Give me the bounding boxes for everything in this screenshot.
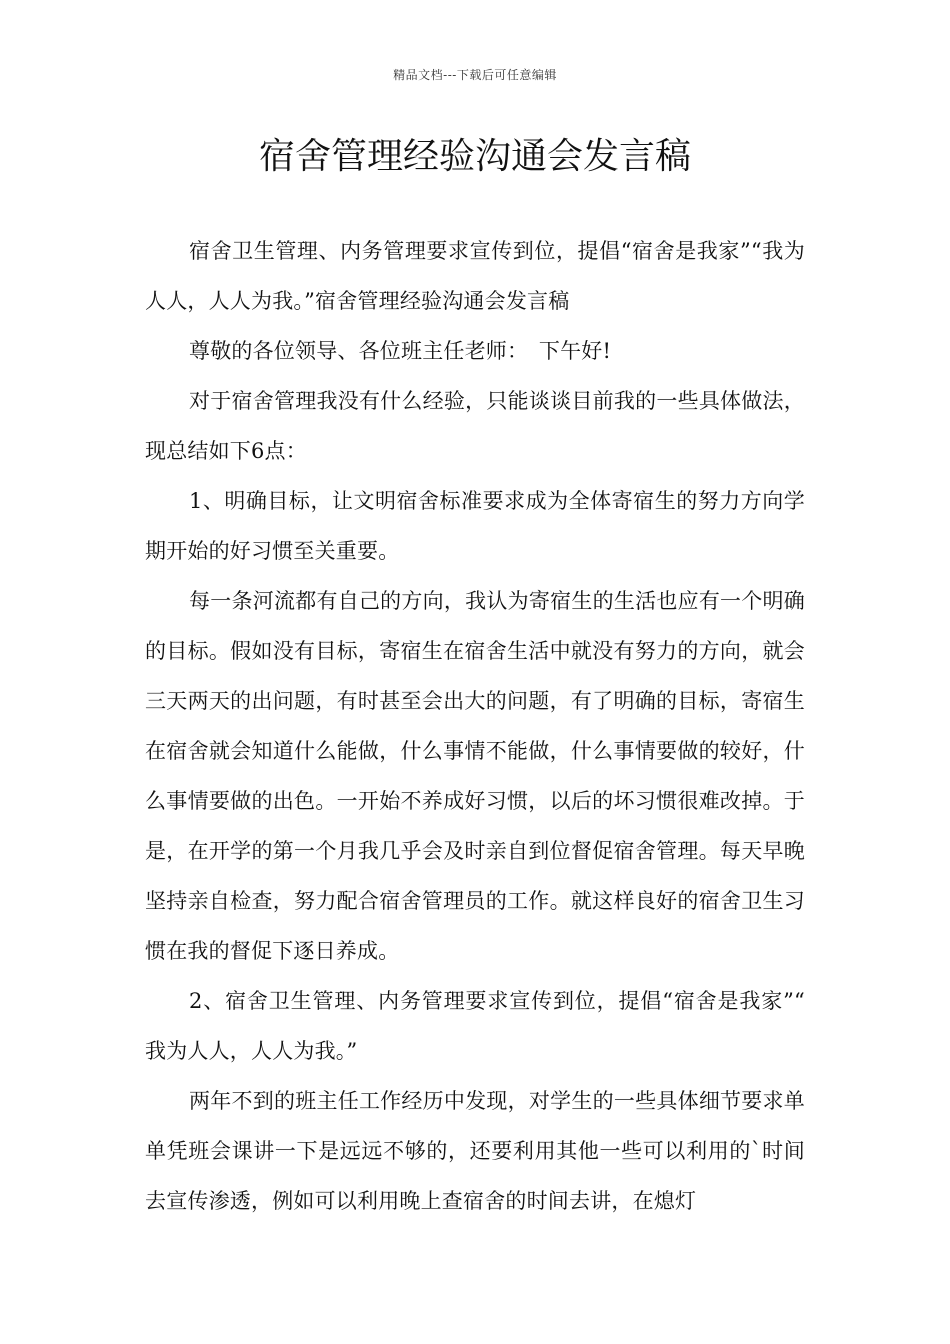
paragraph: 宿舍卫生管理、内务管理要求宣传到位，提倡“宿舍是我家”“我为人人，人人为我。”宿舍管理经验沟通会发言稿 [145,239,805,313]
paragraph: 两年不到的班主任工作经历中发现，对学生的一些具体细节要求单单凭班会课讲一下是远远不够的，还要利用其他一些可以利用的`时间去宣传渗透，例如可以利用晚上查宿舍的时间去讲，在熄灯 [145,1089,805,1213]
paragraph: 每一条河流都有自己的方向，我认为寄宿生的生活也应有一个明确的目标。假如没有目标，寄宿生在宿舍生活中就没有努力的方向，就会三天两天的出问题，有时甚至会出大的问题，有了明确的目标，寄宿生在宿舍就会知道什么能做，什么事情不能做，什么事情要做的较好，什么事情要做的出色。一开始不养成好习惯，以后的坏习惯很难改掉。于是，在开学的第一个月我几乎会及时亲自到位督促宿舍管理。每天早晚坚持亲自检查，努力配合宿舍管理员的工作。就这样良好的宿舍卫生习惯在我的督促下逐日养成。 [145,589,805,963]
paragraph: 尊敬的各位领导、各位班主任老师： 下午好! [189,339,612,363]
document-body [145,226,805,1226]
header-note: 精品文档---下载后可任意编辑 [393,68,557,82]
paragraph: 对于宿舍管理我没有什么经验，只能谈谈目前我的一些具体做法，现总结如下6点： [145,389,805,463]
paragraph: 1、明确目标，让文明宿舍标准要求成为全体寄宿生的努力方向学期开始的好习惯至关重要。 [145,489,805,563]
document-title: 宿舍管理经验沟通会发言稿 [258,136,691,177]
paragraph: 2、宿舍卫生管理、内务管理要求宣传到位，提倡“宿舍是我家”“ 我为人人，人人为我。” [145,989,805,1063]
